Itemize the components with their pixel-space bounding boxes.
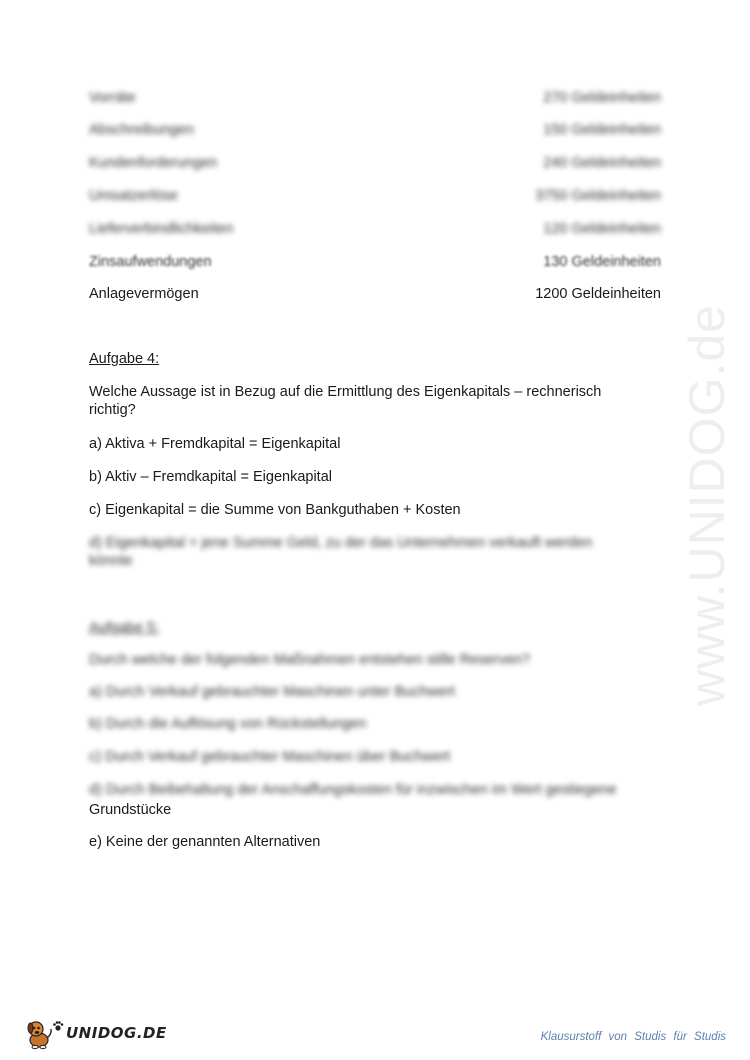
task4-option-d: d) Eigenkapital = jene Summe Geld, zu der das Unternehmen verkauft werden könnte xyxy=(89,535,593,569)
task5-heading: Aufgabe 5: xyxy=(89,620,160,636)
task4-option-a: a) Aktiva + Fremdkapital = Eigenkapital xyxy=(89,436,341,452)
item-row xyxy=(89,187,661,205)
item-row xyxy=(89,154,661,172)
task5-option-b: b) Durch die Auflösung von Rückstellungen xyxy=(89,716,367,732)
item-row xyxy=(89,220,661,238)
logo-text: UNIDOG.DE xyxy=(66,1024,167,1042)
item-value: 1200 Geldeinheiten xyxy=(535,286,661,302)
task5-question: Durch welche der folgenden Maßnahmen entstehen stille Reserven? xyxy=(89,652,530,668)
task5-option-d-continued: Grundstücke xyxy=(89,802,172,818)
item-row xyxy=(89,121,661,139)
watermark-text: www.UNIDOG.de xyxy=(679,304,735,706)
unidog-logo[interactable] xyxy=(22,1016,167,1050)
item-row xyxy=(89,285,661,303)
item-value: 270 Geldeinheiten xyxy=(543,90,661,106)
item-value: 3750 Geldeinheiten xyxy=(535,188,661,204)
item-label: Kundenforderungen xyxy=(89,155,218,171)
item-value: 150 Geldeinheiten xyxy=(543,122,661,138)
paw-icon xyxy=(52,1020,64,1032)
item-label: Vorräte xyxy=(89,90,136,106)
task4-option-b: b) Aktiv – Fremdkapital = Eigenkapital xyxy=(89,469,332,485)
task5-option-a: a) Durch Verkauf gebrauchter Maschinen unter Buchwert xyxy=(89,684,455,700)
task5-option-d: d) Durch Beibehaltung der Anschaffungskosten für inzwischen im Wert gestiegene xyxy=(89,782,617,798)
task4-question: Welche Aussage ist in Bezug auf die Ermittlung des Eigenkapitals – rechnerisch richtig? xyxy=(89,384,602,418)
dog-icon xyxy=(22,1016,56,1050)
item-row xyxy=(89,253,661,271)
item-value: 120 Geldeinheiten xyxy=(543,221,661,237)
item-row xyxy=(89,89,661,107)
item-label: Anlagevermögen xyxy=(89,286,199,302)
item-value: 130 Geldeinheiten xyxy=(543,254,661,270)
task4-option-c: c) Eigenkapital = die Summe von Bankguthaben + Kosten xyxy=(89,502,461,518)
task5-option-e: e) Keine der genannten Alternativen xyxy=(89,834,321,850)
footer-tagline: Klausurstoff von Studis für Studis xyxy=(540,1031,726,1043)
task5-option-c: c) Durch Verkauf gebrauchter Maschinen über Buchwert xyxy=(89,749,451,765)
item-label: Zinsaufwendungen xyxy=(89,254,212,270)
item-label: Umsatzerlöse xyxy=(89,188,178,204)
task4-heading: Aufgabe 4: xyxy=(89,351,160,367)
item-label: Abschreibungen xyxy=(89,122,194,138)
item-label: Lieferverbindlichkeiten xyxy=(89,221,234,237)
item-value: 240 Geldeinheiten xyxy=(543,155,661,171)
